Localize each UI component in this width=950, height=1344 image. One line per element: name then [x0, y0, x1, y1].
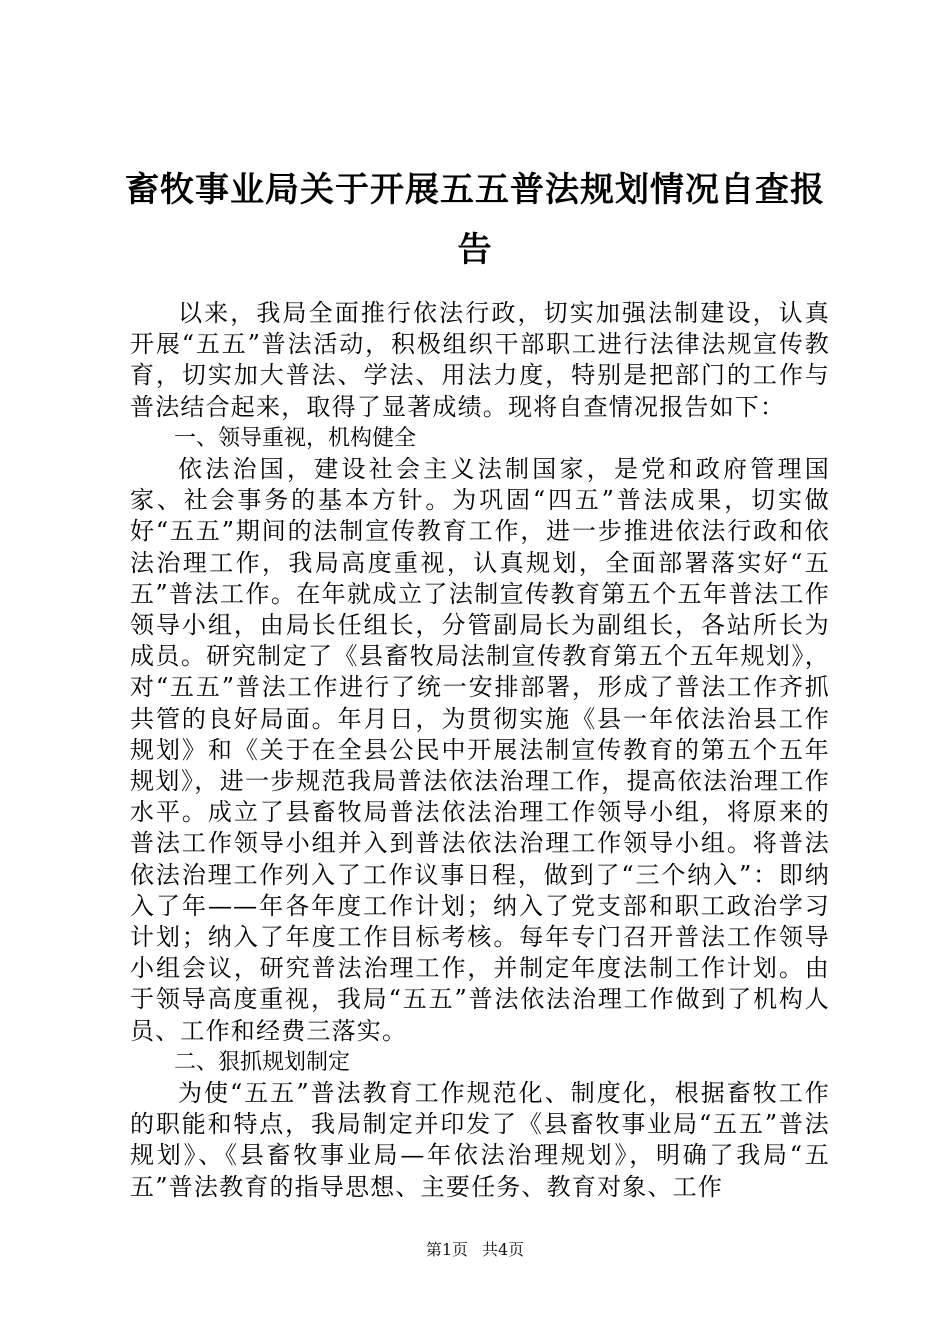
section-heading-1: 一、领导重视，机构健全 [174, 425, 417, 451]
page-footer [0, 1240, 950, 1260]
page-total: 共4页 [482, 1240, 525, 1259]
section-2-paragraph: 为使“五五”普法教育工作规范化、制度化，根据畜牧工作的职能和特点，我局制定并印发了《县畜牧事业局“五五”普法规划》、《县畜牧事业局—年依法治理规划》，明确了我局“五五”普法教育的指导思想、主要任务、教育对象、工作 [130, 1079, 830, 1201]
page-number: 第1页 [425, 1240, 468, 1259]
intro-paragraph: 以来，我局全面推行依法行政，切实加强法制建设，认真开展“五五”普法活动，积极组织干部职工进行法律法规宣传教育，切实加大普法、学法、用法力度，特别是把部门的工作与普法结合起来，取得了显著成绩。现将自查情况报告如下： [130, 299, 830, 421]
document-body [130, 298, 830, 1203]
document-title: 畜牧事业局关于开展五五普法规划情况自查报告 [125, 170, 825, 270]
section-1-paragraph: 依法治国，建设社会主义法制国家，是党和政府管理国家、社会事务的基本方针。为巩固“四五”普法成果，切实做好“五五”期间的法制宣传教育工作，进一步推进依法行政和依法治理工作，我局高度重视，认真规划，全面部署落实好“五五”普法工作。在年就成立了法制宣传教育第五个五年普法工作领导小组，由局长任组长，分管副局长为副组长，各站所长为成员。研究制定了《县畜牧局法制宣传教育第五个五年规划》，对“五五”普法工作进行了统一安排部署，形成了普法工作齐抓共管的良好局面。年月日，为贯彻实施《县一年依法治县工作规划》和《关于在全县公民中开展法制宣传教育的第五个五年规划》，进一步规范我局普法依法治理工作，提高依法治理工作水平。成立了县畜牧局普法依法治理工作领导小组，将原来的普法工作领导小组并入到普法依法治理工作领导小组。将普法依法治理工作列入了工作议事日程，做到了“三个纳入”：即纳入了年——年各年度工作计划；纳入了党支部和职工政治学习计划；纳入了年度工作目标考核。每年专门召开普法工作领导小组会议，研究普法治理工作，并制定年度法制工作计划。由于领导高度重视，我局“五五”普法依法治理工作做到了机构人员、工作和经费三落实。 [130, 455, 830, 1045]
section-heading-2: 二、狠抓规划制定 [174, 1049, 351, 1075]
